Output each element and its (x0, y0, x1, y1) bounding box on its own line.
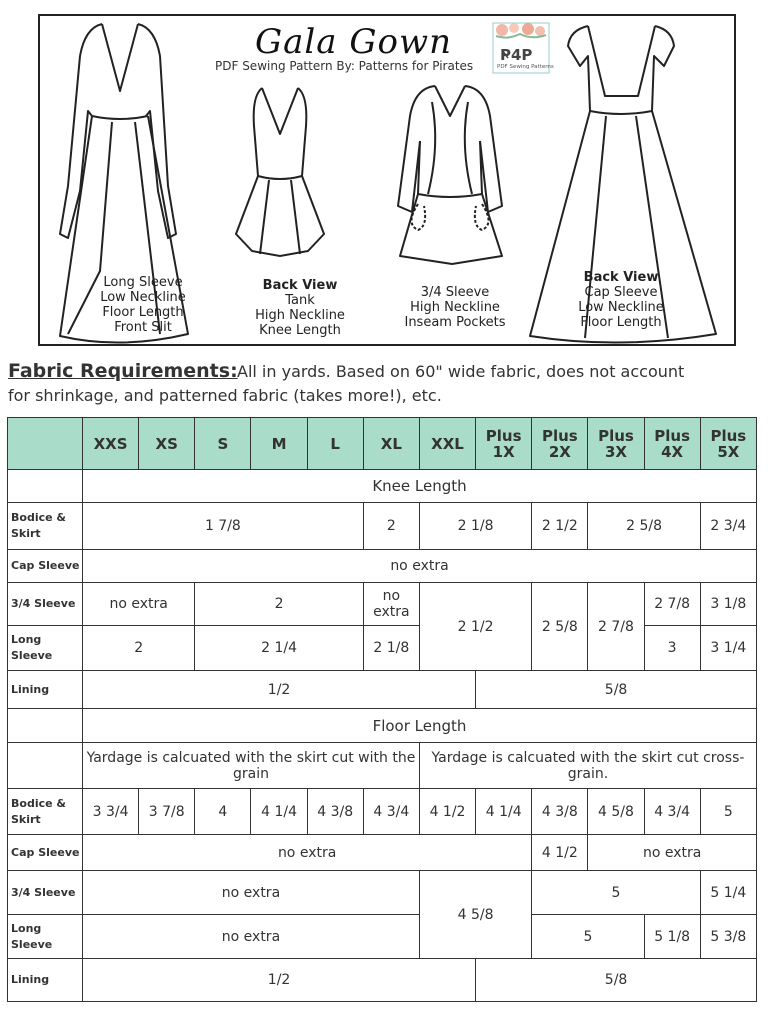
table-cell: no extra (83, 871, 420, 915)
row-label: Long Sleeve (8, 626, 83, 671)
fabric-requirements-heading: Fabric Requirements: (8, 360, 238, 382)
size-header: Plus 1X (476, 418, 532, 470)
floor-long-row (8, 915, 757, 959)
table-cell: 2 5/8 (532, 583, 588, 671)
floor-length-title-row (8, 709, 757, 743)
table-cell: 2 (195, 583, 363, 626)
table-cell: 2 1/8 (419, 503, 531, 550)
caption-long-sleeve (88, 275, 198, 335)
table-cell: 4 3/4 (363, 789, 419, 835)
knee-cap-row (8, 550, 757, 583)
table-cell: 4 5/8 (419, 871, 531, 959)
size-header: Plus 3X (588, 418, 644, 470)
table-cell: no extra (363, 583, 419, 626)
size-header-row (8, 418, 757, 470)
size-header: Plus 5X (700, 418, 756, 470)
caption-cap-sleeve-text: Cap Sleeve Low Neckline Floor Length (578, 285, 664, 330)
table-cell: 4 (195, 789, 251, 835)
table-cell: 2 1/4 (195, 626, 363, 671)
row-label: Lining (8, 959, 83, 1002)
pattern-title: Gala Gown (255, 22, 453, 62)
table-cell: 4 3/8 (307, 789, 363, 835)
caption-three-quarter-text: 3/4 Sleeve High Neckline Inseam Pockets (404, 285, 506, 330)
knee-lining-row (8, 671, 757, 709)
table-cell: 2 3/4 (700, 503, 756, 550)
table-cell: 3 7/8 (139, 789, 195, 835)
floor-cap-row (8, 835, 757, 871)
caption-tank (245, 278, 355, 338)
size-header: L (307, 418, 363, 470)
floor-bodice-row (8, 789, 757, 835)
blank-cell (8, 709, 83, 743)
size-header: XXL (419, 418, 475, 470)
row-label: 3/4 Sleeve (8, 871, 83, 915)
table-cell: 3 1/4 (700, 626, 756, 671)
table-cell: 5 (532, 871, 700, 915)
table-cell: 1/2 (83, 959, 476, 1002)
row-label: Bodice & Skirt (8, 789, 83, 835)
table-cell: 1 7/8 (83, 503, 364, 550)
row-label: Cap Sleeve (8, 550, 83, 583)
yardage-table (7, 417, 757, 1002)
cross-grain-note: Yardage is calcuated with the skirt cut cross-grain. (419, 743, 756, 789)
header-corner (8, 418, 83, 470)
fabric-note-line2: for shrinkage, and patterned fabric (takes more!), etc. (8, 386, 442, 405)
table-cell: 1/2 (83, 671, 476, 709)
table-cell: no extra (588, 835, 757, 871)
row-label: Lining (8, 671, 83, 709)
caption-long-sleeve-text: Long Sleeve Low Neckline Floor Length Front Slit (100, 275, 186, 335)
table-cell: 2 1/8 (363, 626, 419, 671)
table-cell: no extra (83, 835, 532, 871)
table-cell: no extra (83, 550, 757, 583)
table-cell: 4 1/2 (532, 835, 588, 871)
table-cell: 4 1/2 (419, 789, 475, 835)
floor-grain-note-row (8, 743, 757, 789)
table-cell: 4 3/8 (532, 789, 588, 835)
table-cell: 2 5/8 (588, 503, 700, 550)
knee-bodice-row (8, 503, 757, 550)
table-cell: 4 1/4 (476, 789, 532, 835)
table-cell: no extra (83, 915, 420, 959)
caption-tank-bold: Back View (262, 278, 338, 293)
size-header: XS (139, 418, 195, 470)
table-cell: 2 (363, 503, 419, 550)
table-cell: 4 5/8 (588, 789, 644, 835)
table-cell: 5 (532, 915, 644, 959)
size-header: S (195, 418, 251, 470)
table-cell: 3 1/8 (700, 583, 756, 626)
row-label: Bodice & Skirt (8, 503, 83, 550)
row-label: Long Sleeve (8, 915, 83, 959)
table-cell: 4 3/4 (644, 789, 700, 835)
blank-cell (8, 743, 83, 789)
knee-long-row (8, 626, 757, 671)
caption-tank-text: Tank High Neckline Knee Length (255, 293, 345, 338)
row-label: Cap Sleeve (8, 835, 83, 871)
floor-three-quarter-row (8, 871, 757, 915)
dress-three-quarter-illustration (398, 86, 502, 264)
caption-cap-sleeve (566, 270, 676, 330)
caption-three-quarter (395, 285, 515, 330)
table-cell: 2 1/2 (419, 583, 531, 671)
logo-text: P4P (500, 46, 533, 64)
table-cell: 3 3/4 (83, 789, 139, 835)
table-cell: 5/8 (476, 959, 757, 1002)
caption-cap-sleeve-bold: Back View (583, 270, 659, 285)
table-cell: 5 1/4 (700, 871, 756, 915)
logo-subtext: PDF Sewing Patterns (497, 64, 554, 70)
size-header: Plus 2X (532, 418, 588, 470)
blank-cell (8, 470, 83, 503)
table-cell: 2 7/8 (588, 583, 644, 671)
table-cell: no extra (83, 583, 195, 626)
table-cell: 5 3/8 (700, 915, 756, 959)
grain-note: Yardage is calcuated with the skirt cut with the grain (83, 743, 420, 789)
size-header: Plus 4X (644, 418, 700, 470)
table-cell: 5 (700, 789, 756, 835)
table-cell: 2 1/2 (532, 503, 588, 550)
knee-length-title: Knee Length (83, 470, 757, 503)
size-header: M (251, 418, 307, 470)
pattern-subtitle: PDF Sewing Pattern By: Patterns for Pirates (215, 59, 474, 73)
knee-length-title-row (8, 470, 757, 503)
table-cell: 4 1/4 (251, 789, 307, 835)
table-cell: 5 1/8 (644, 915, 700, 959)
floor-length-title: Floor Length (83, 709, 757, 743)
floor-lining-row (8, 959, 757, 1002)
size-header: XXS (83, 418, 139, 470)
table-cell: 2 (83, 626, 195, 671)
table-cell: 2 7/8 (644, 583, 700, 626)
dress-tank-illustration (236, 88, 324, 256)
size-header: XL (363, 418, 419, 470)
row-label: 3/4 Sleeve (8, 583, 83, 626)
table-cell: 5/8 (476, 671, 757, 709)
table-cell: 3 (644, 626, 700, 671)
fabric-note-line1: All in yards. Based on 60" wide fabric, does not account (237, 362, 685, 381)
knee-three-quarter-row (8, 583, 757, 626)
